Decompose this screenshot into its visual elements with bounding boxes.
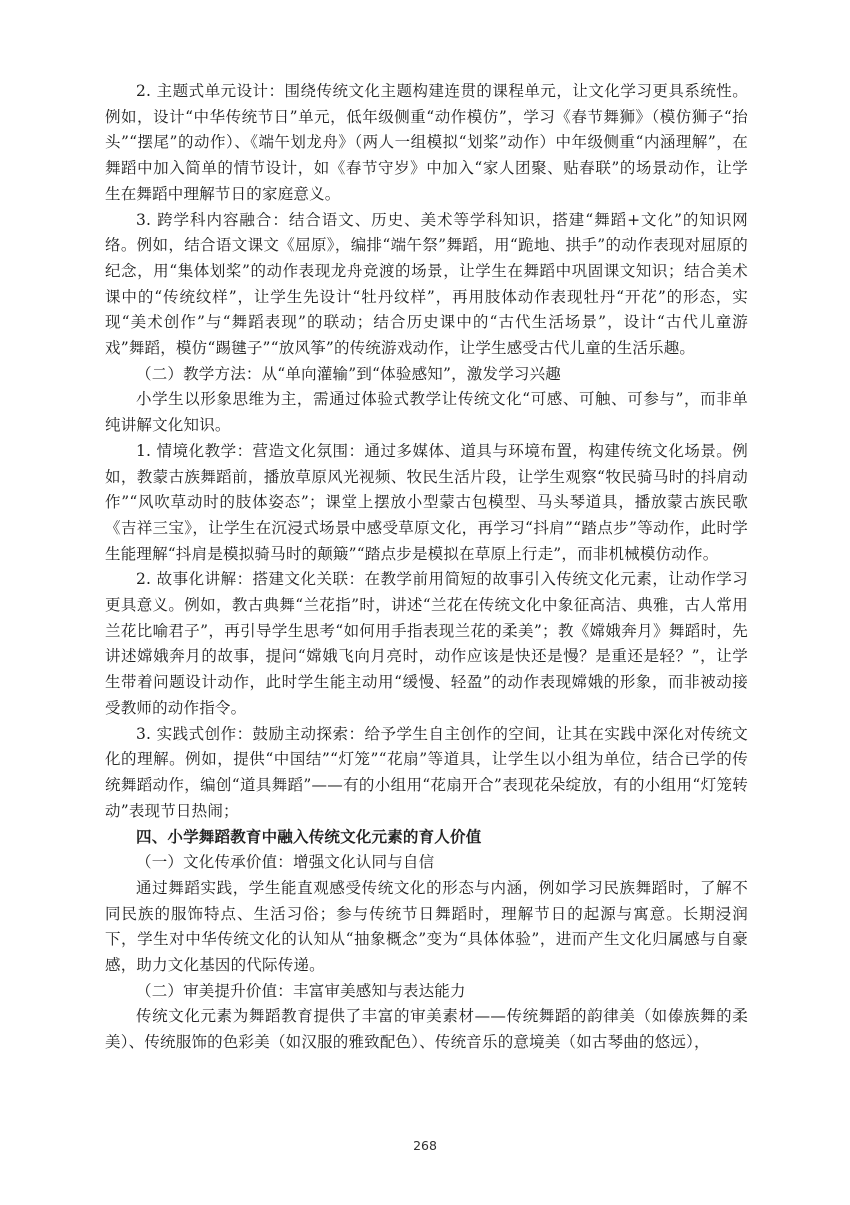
section-subheading: （二）审美提升价值：丰富审美感知与表达能力 [136, 981, 466, 1000]
page-number: 268 [413, 1138, 437, 1153]
paragraph: 2. 主题式单元设计：围绕传统文化主题构建连贯的课程单元，让文化学习更具系统性。例如，设计“中华传统节日”单元，低年级侧重“动作模仿”，学习《春节舞狮》（模仿狮子“抬头”“摆尾”的动作）、《端午划龙舟》（两人一组模拟“划桨”动作）中年级侧重“内涵理解”，在舞蹈中加入简单的情节设计，如《春节守岁》中加入“家人团聚、贴春联”的场景动作，让学生在舞蹈中理解节日的家庭意义。 [105, 82, 748, 203]
section-subheading: （一）文化传承价值：增强文化认同与自信 [136, 853, 435, 872]
paragraph: 1. 情境化教学：营造文化氛围：通过多媒体、道具与环境布置，构建传统文化场景。例如，教蒙古族舞蹈前，播放草原风光视频、牧民生活片段，让学生观察“牧民骑马时的抖肩动作”“风吹草动时的肢体姿态”；课堂上摆放小型蒙古包模型、马头琴道具，播放蒙古族民歌《吉祥三宝》，让学生在沉浸式场景中感受草原文化，再学习“抖肩”“踏点步”等动作，此时学生能理解“抖肩是模拟骑马时的颠簸”“踏点步是模拟在草原上行走”，而非机械模仿动作。 [105, 441, 748, 563]
paragraph: 3. 跨学科内容融合：结合语文、历史、美术等学科知识，搭建“舞蹈+文化”的知识网络。例如，结合语文课文《屈原》，编排“端午祭”舞蹈，用“跪地、拱手”的动作表现对屈原的纪念，用“集体划桨”的动作表现龙舟竞渡的场景，让学生在舞蹈中巩固课文知识；结合美术课中的“传统纹样”，让学生先设计“牡丹纹样”，再用肢体动作表现牡丹“开花”的形态，实现“美术创作”与“舞蹈表现”的联动；结合历史课中的“古代生活场景”，设计“古代儿童游戏”舞蹈，模仿“踢毽子”“放风筝”的传统游戏动作，让学生感受古代儿童的生活乐趣。 [105, 210, 748, 358]
paragraph: 小学生以形象思维为主，需通过体验式教学让传统文化“可感、可触、可参与”，而非单纯讲解文化知识。 [105, 390, 748, 435]
section-heading: 四、小学舞蹈教育中融入传统文化元素的育人价值 [136, 827, 482, 847]
document-body [105, 79, 748, 1056]
paragraph: 通过舞蹈实践，学生能直观感受传统文化的形态与内涵，例如学习民族舞蹈时，了解不同民族的服饰特点、生活习俗；参与传统节日舞蹈时，理解节日的起源与寓意。长期浸润下，学生对中华传统文化的认知从“抽象概念”变为“具体体验”，进而产生文化归属感与自豪感，助力文化基因的代际传递。 [105, 878, 748, 974]
paragraph: 传统文化元素为舞蹈教育提供了丰富的审美素材——传统舞蹈的韵律美（如傣族舞的柔美）、传统服饰的色彩美（如汉服的雅致配色）、传统音乐的意境美（如古琴曲的悠远）， [105, 1007, 748, 1052]
paragraph: 2. 故事化讲解：搭建文化关联：在教学前用简短的故事引入传统文化元素，让动作学习更具意义。例如，教古典舞“兰花指”时，讲述“兰花在传统文化中象征高洁、典雅，古人常用兰花比喻君子”，再引导学生思考“如何用手指表现兰花的柔美”；教《嫦娥奔月》舞蹈时，先讲述嫦娥奔月的故事，提问“嫦娥飞向月亮时，动作应该是快还是慢？是重还是轻？”，让学生带着问题设计动作，此时学生能主动用“缓慢、轻盈”的动作表现嫦娥的形象，而非被动接受教师的动作指令。 [105, 570, 748, 717]
section-subheading: （二）教学方法：从“单向灌输”到“体验感知”，激发学习兴趣 [136, 364, 561, 383]
paragraph: 3. 实践式创作：鼓励主动探索：给予学生自主创作的空间，让其在实践中深化对传统文化的理解。例如，提供“中国结”“灯笼”“花扇”等道具，让学生以小组为单位，结合已学的传统舞蹈动作，编创“道具舞蹈”——有的小组用“花扇开合”表现花朵绽放，有的小组用“灯笼转动”表现节日热闹； [105, 724, 748, 820]
